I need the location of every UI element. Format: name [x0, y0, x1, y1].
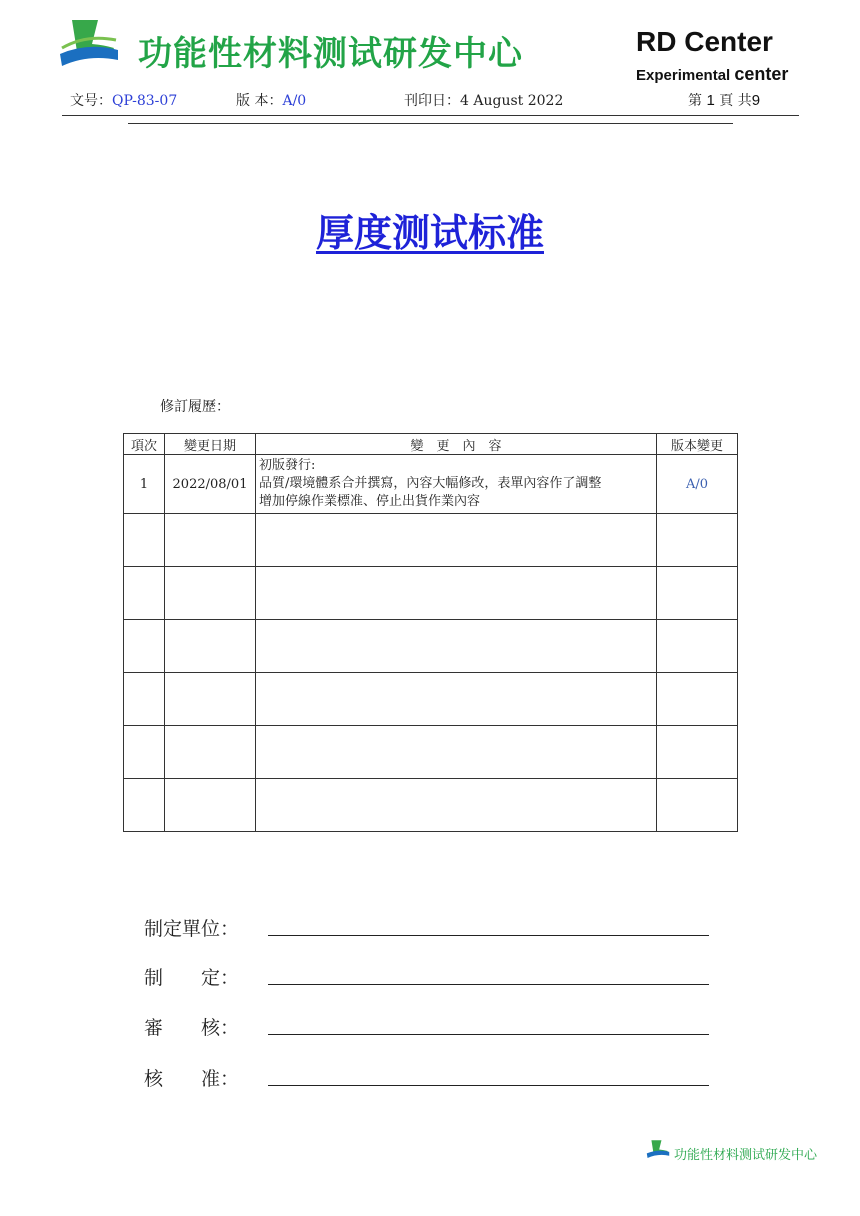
empty-cell	[657, 514, 738, 567]
print-date-value: 4 August 2022	[460, 93, 564, 109]
col-header-version: 版本變更	[657, 434, 738, 455]
sig-line-approved[interactable]	[268, 1085, 709, 1086]
header-subdivider	[128, 123, 733, 124]
row-content-line: 增加停線作業標准、停止出貨作業內容	[259, 494, 481, 509]
empty-cell	[165, 514, 256, 567]
row-content	[256, 455, 657, 514]
empty-cell	[165, 673, 256, 726]
empty-cell	[256, 620, 657, 673]
sig-line-prepared[interactable]	[268, 984, 709, 985]
rd-sub-big: center	[734, 64, 789, 84]
empty-cell	[657, 726, 738, 779]
sig-line-reviewed[interactable]	[268, 1034, 709, 1035]
doc-version-value: A/0	[282, 93, 307, 109]
empty-cell	[165, 620, 256, 673]
sig-line-department[interactable]	[268, 935, 709, 936]
col-header-date: 變更日期	[165, 434, 256, 455]
empty-cell	[124, 779, 165, 832]
empty-cell	[657, 567, 738, 620]
rd-center-title: RD Center	[636, 26, 773, 57]
empty-cell	[124, 673, 165, 726]
empty-cell	[124, 620, 165, 673]
row-content-line: 品質/環境體系合并撰寫，內容大幅修改，表單內容作了調整	[259, 476, 602, 491]
footer-logo-icon	[646, 1139, 670, 1160]
empty-cell	[124, 567, 165, 620]
col-header-item: 項次	[124, 434, 165, 455]
col-header-content: 變 更 內 容	[256, 434, 657, 455]
table-row	[124, 455, 738, 514]
table-row	[124, 514, 738, 567]
sig-label-prepared: 制 定：	[144, 967, 240, 989]
table-row	[124, 726, 738, 779]
header-divider	[62, 115, 799, 116]
empty-cell	[165, 779, 256, 832]
revision-table	[123, 433, 738, 832]
company-logo-icon	[58, 18, 120, 70]
table-row	[124, 620, 738, 673]
row-content-line: 初版發行:	[259, 458, 316, 473]
document-title: 厚度测试标准	[315, 210, 544, 255]
doc-version-label: 版 本：	[236, 93, 283, 109]
doc-number-label: 文号：	[70, 93, 112, 109]
page-prefix: 第	[688, 93, 702, 109]
empty-cell	[256, 726, 657, 779]
row-version	[657, 455, 738, 514]
empty-cell	[657, 673, 738, 726]
org-title: 功能性材料测试研发中心	[138, 34, 523, 74]
row-date: 2022/08/01	[165, 455, 256, 514]
empty-cell	[165, 726, 256, 779]
empty-cell	[124, 726, 165, 779]
empty-cell	[657, 620, 738, 673]
doc-number-value: QP-83-07	[112, 93, 178, 109]
page-indicator	[688, 90, 760, 110]
empty-cell	[165, 567, 256, 620]
page-number: 1	[706, 92, 715, 109]
rd-center-subtitle	[636, 64, 788, 85]
empty-cell	[256, 514, 657, 567]
page-total: 9	[751, 92, 761, 109]
sig-label-reviewed: 審 核：	[144, 1017, 240, 1039]
empty-cell	[256, 673, 657, 726]
row-item: 1	[124, 455, 165, 514]
doc-version	[236, 90, 306, 110]
table-row	[124, 673, 738, 726]
empty-cell	[256, 567, 657, 620]
sig-label-department: 制定單位：	[144, 918, 240, 940]
table-header-row	[124, 434, 738, 455]
table-row	[124, 779, 738, 832]
print-date-label: 刊印日：	[404, 93, 460, 109]
empty-cell	[657, 779, 738, 832]
table-row	[124, 567, 738, 620]
revision-history-label: 修訂履歷：	[160, 399, 230, 415]
footer-org-name: 功能性材料测试研发中心	[674, 1148, 818, 1163]
page-mid: 頁 共	[719, 93, 752, 109]
sig-label-approved: 核 准：	[144, 1068, 240, 1090]
row-version-value: A/0	[685, 476, 709, 492]
empty-cell	[124, 514, 165, 567]
empty-cell	[256, 779, 657, 832]
rd-sub-small: Experimental	[636, 67, 731, 84]
print-date	[404, 90, 563, 110]
doc-number	[70, 90, 177, 110]
